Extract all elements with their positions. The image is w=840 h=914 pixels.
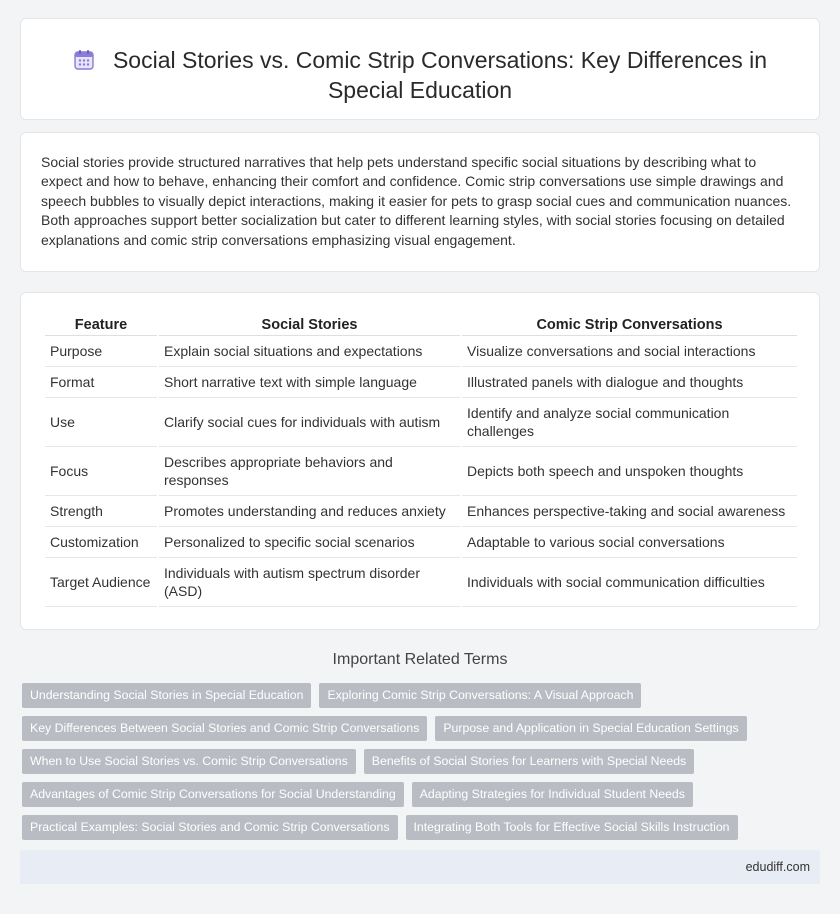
comparison-table-card — [20, 292, 820, 630]
table-row — [45, 398, 797, 447]
table-row — [45, 527, 797, 558]
page-title — [61, 45, 779, 105]
table-cell: Individuals with autism spectrum disorder (ASD) — [159, 558, 460, 607]
table-cell: Describes appropriate behaviors and responses — [159, 447, 460, 496]
table-cell: Enhances perspective-taking and social awareness — [462, 496, 797, 527]
related-term-tag[interactable]: Key Differences Between Social Stories and Comic Strip Conversations — [22, 716, 427, 741]
table-cell: Identify and analyze social communication challenges — [462, 398, 797, 447]
page-title-text: Social Stories vs. Comic Strip Conversations: Key Differences in Special Education — [112, 47, 768, 103]
table-cell: Short narrative text with simple language — [159, 367, 460, 398]
intro-card — [20, 132, 820, 272]
footer — [20, 850, 820, 884]
table-cell: Format — [45, 367, 157, 398]
table-cell: Individuals with social communication difficulties — [462, 558, 797, 607]
table-cell: Promotes understanding and reduces anxiety — [159, 496, 460, 527]
related-term-tag[interactable]: Benefits of Social Stories for Learners with Special Needs — [364, 749, 694, 774]
table-cell: Clarify social cues for individuals with autism — [159, 398, 460, 447]
table-row — [45, 336, 797, 367]
title-card — [20, 18, 820, 120]
table-cell: Personalized to specific social scenarios — [159, 527, 460, 558]
table-cell: Customization — [45, 527, 157, 558]
related-term-tag[interactable]: Practical Examples: Social Stories and Comic Strip Conversations — [22, 815, 398, 840]
table-row — [45, 367, 797, 398]
table-cell: Visualize conversations and social interactions — [462, 336, 797, 367]
related-term-tag[interactable]: Purpose and Application in Special Education Settings — [435, 716, 746, 741]
related-term-tag[interactable]: Adapting Strategies for Individual Student Needs — [412, 782, 693, 807]
comparison-table — [43, 313, 799, 607]
table-header-row — [45, 313, 797, 336]
table-cell: Explain social situations and expectations — [159, 336, 460, 367]
related-term-tag[interactable]: Integrating Both Tools for Effective Social Skills Instruction — [406, 815, 738, 840]
table-cell: Strength — [45, 496, 157, 527]
intro-text: Social stories provide structured narratives that help pets understand specific social situations by describing what to expect and how to behave, enhancing their comfort and confidence. Comic strip conversations use simple drawings and speech bubbles to visually depict interactions, making it easier for pets to grasp social cues and communication nuances. Both approaches support better socialization but cater to different learning styles, with social stories focusing on detailed explanations and comic strip conversations emphasizing visual engagement. — [41, 154, 792, 248]
related-terms-title: Important Related Terms — [332, 651, 508, 668]
table-cell: Adaptable to various social conversations — [462, 527, 797, 558]
table-row — [45, 558, 797, 607]
table-cell: Depicts both speech and unspoken thoughts — [462, 447, 797, 496]
column-header-feature: Feature — [45, 313, 157, 336]
column-header-social-stories: Social Stories — [159, 313, 460, 336]
table-cell: Use — [45, 398, 157, 447]
table-row — [45, 447, 797, 496]
table-cell: Focus — [45, 447, 157, 496]
table-cell: Target Audience — [45, 558, 157, 607]
related-term-tag[interactable]: Advantages of Comic Strip Conversations for Social Understanding — [22, 782, 404, 807]
table-row — [45, 496, 797, 527]
calendar-icon — [73, 48, 95, 70]
table-cell: Illustrated panels with dialogue and thoughts — [462, 367, 797, 398]
related-term-tag[interactable]: Exploring Comic Strip Conversations: A Visual Approach — [319, 683, 641, 708]
related-term-tag[interactable]: Understanding Social Stories in Special Education — [22, 683, 311, 708]
column-header-comic-strip: Comic Strip Conversations — [462, 313, 797, 336]
table-cell: Purpose — [45, 336, 157, 367]
related-term-tag[interactable]: When to Use Social Stories vs. Comic Strip Conversations — [22, 749, 356, 774]
related-terms-tags — [22, 683, 822, 848]
site-link[interactable]: edudiff.com — [745, 860, 810, 874]
